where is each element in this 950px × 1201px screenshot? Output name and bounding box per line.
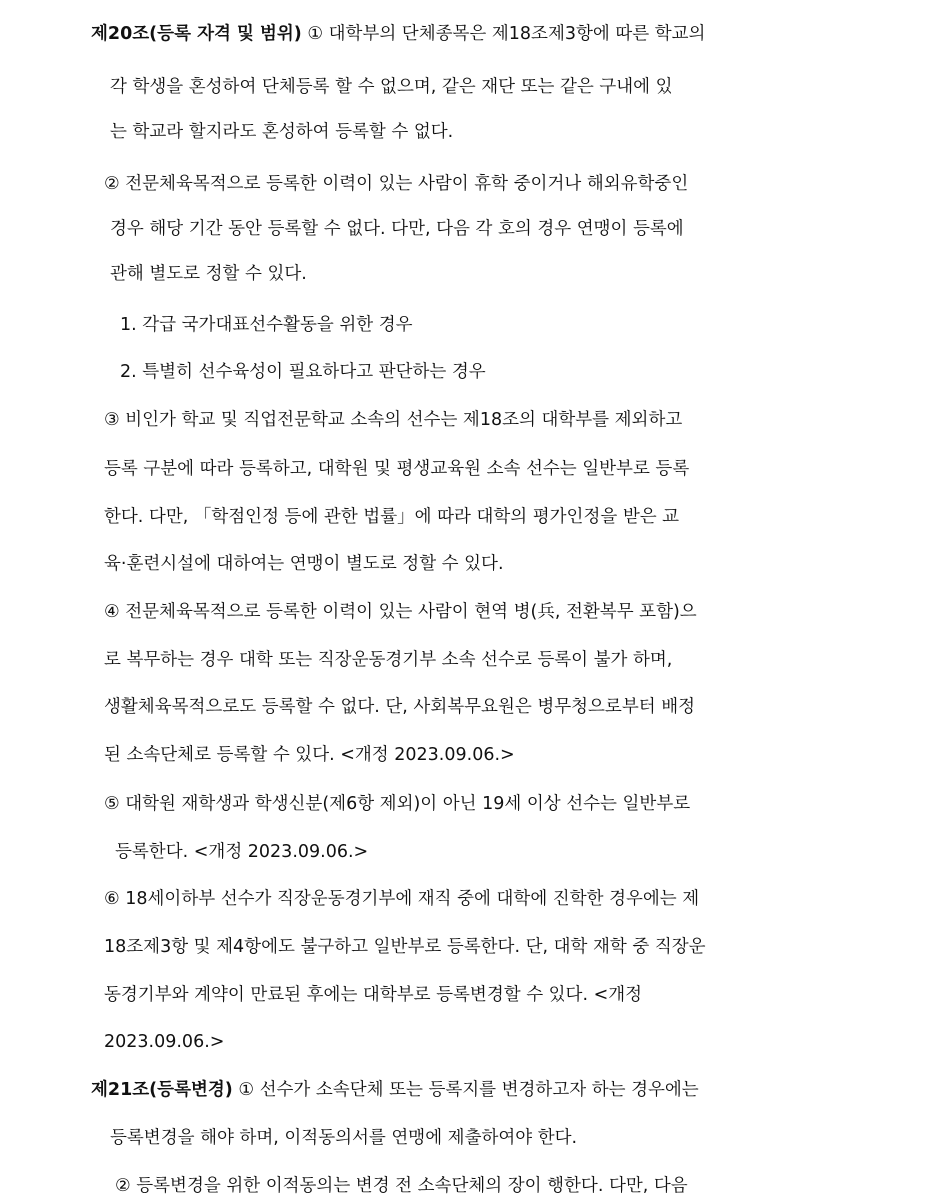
article-20-text-line: 한다. 다만, 「학점인정 등에 관한 법률」에 따라 대학의 평가인정을 받은 교: [104, 507, 680, 527]
article-20-text-line: 로 복무하는 경우 대학 또는 직장운동경기부 소속 선수로 등록이 불가 하며,: [104, 650, 673, 670]
article-20-clause-1-text: ① 대학부의 단체종목은 제18조제3항에 따른 학교의: [307, 24, 706, 44]
article-20-clause-5: ⑤ 대학원 재학생과 학생신분(제6항 제외)이 아닌 19세 이상 선수는 일반부로: [104, 794, 691, 814]
article-20-text-line: 육·훈련시설에 대하여는 연맹이 별도로 정할 수 있다.: [104, 554, 504, 574]
article-20-text-line: 등록한다. <개정 2023.09.06.>: [115, 842, 369, 862]
article-20-text-line: 각 학생을 혼성하여 단체등록 할 수 없으며, 같은 재단 또는 같은 구내에 있: [110, 77, 673, 97]
article-21-text-line: 등록변경을 해야 하며, 이적동의서를 연맹에 제출하여야 한다.: [110, 1128, 578, 1148]
article-20-text-line: 된 소속단체로 등록할 수 있다. <개정 2023.09.06.>: [104, 745, 515, 765]
article-20-heading: 제20조(등록 자격 및 범위): [91, 24, 302, 44]
article-20-clause-4: ④ 전문체육목적으로 등록한 이력이 있는 사람이 현역 병(兵, 전환복무 포함)으: [104, 602, 697, 622]
article-20-clause-3: ③ 비인가 학교 및 직업전문학교 소속의 선수는 제18조의 대학부를 제외하고: [104, 410, 683, 430]
article-20-clause-2: ② 전문체육목적으로 등록한 이력이 있는 사람이 휴학 중이거나 해외유학중인: [104, 174, 689, 194]
article-21-heading: 제21조(등록변경): [91, 1080, 233, 1100]
article-20-first-line: [91, 22, 705, 46]
list-item-1: 1. 각급 국가대표선수활동을 위한 경우: [120, 315, 413, 335]
article-21-clause-1-text: ① 선수가 소속단체 또는 등록지를 변경하고자 하는 경우에는: [238, 1080, 699, 1100]
article-20-text-line: 경우 해당 기간 동안 등록할 수 없다. 다만, 다음 각 호의 경우 연맹이 등록에: [110, 219, 684, 239]
article-20-text-line: 18조제3항 및 제4항에도 불구하고 일반부로 등록한다. 단, 대학 재학 중 직장운: [104, 937, 706, 957]
article-20-text-line: 등록 구분에 따라 등록하고, 대학원 및 평생교육원 소속 선수는 일반부로 등록: [104, 459, 690, 479]
article-20-text-line: 생활체육목적으로도 등록할 수 없다. 단, 사회복무요원은 병무청으로부터 배정: [104, 697, 696, 717]
article-20-text-line: 동경기부와 계약이 만료된 후에는 대학부로 등록변경할 수 있다. <개정: [104, 985, 643, 1005]
list-item-2: 2. 특별히 선수육성이 필요하다고 판단하는 경우: [120, 362, 486, 382]
article-20-clause-6: ⑥ 18세이하부 선수가 직장운동경기부에 재직 중에 대학에 진학한 경우에는 제: [104, 889, 700, 909]
article-21-first-line: [91, 1078, 699, 1102]
article-21-clause-2: ② 등록변경을 위한 이적동의는 변경 전 소속단체의 장이 행한다. 다만, 다음: [115, 1176, 688, 1196]
article-20-text-line: 는 학교라 할지라도 혼성하여 등록할 수 없다.: [110, 122, 454, 142]
article-20-text-line: 2023.09.06.>: [104, 1032, 225, 1052]
article-20-text-line: 관해 별도로 정할 수 있다.: [110, 264, 307, 284]
